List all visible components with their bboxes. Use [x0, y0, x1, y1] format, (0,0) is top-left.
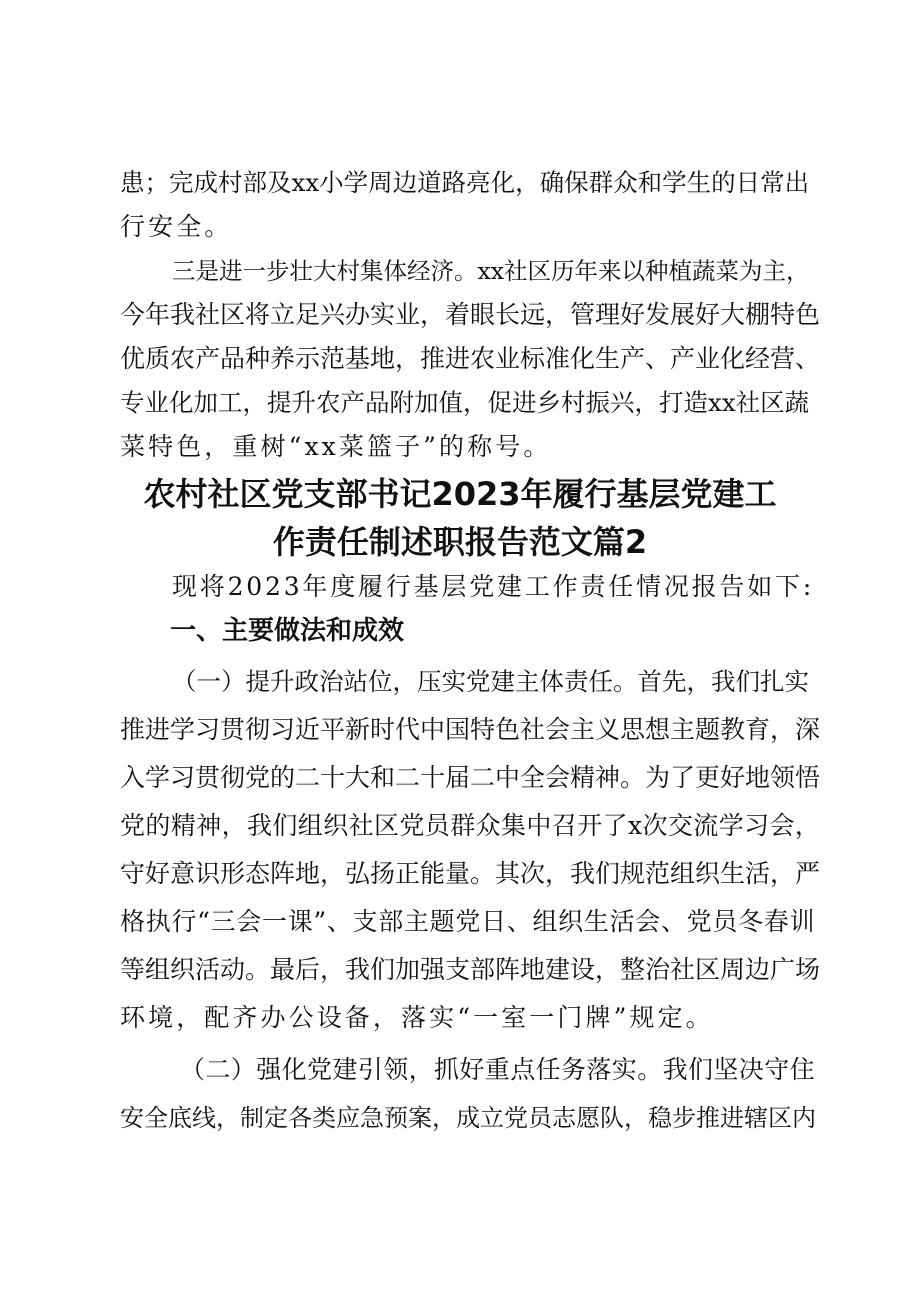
- text-line: 守好意识形态阵地，弘扬正能量。其次，我们规范组织生活，严: [120, 859, 821, 888]
- text-line: 环境，配齐办公设备，落实“一室一门牌”规定。: [120, 1003, 714, 1032]
- text-line: 患；完成村部及xx小学周边道路亮化，确保群众和学生的日常出: [120, 168, 810, 197]
- section-heading: 一、主要做法和成效: [170, 616, 405, 646]
- text-line: 等组织活动。最后，我们加强支部阵地建设，整治社区周边广场: [120, 955, 821, 984]
- text-line: 推进学习贯彻习近平新时代中国特色社会主义思想主题教育，深: [120, 715, 821, 744]
- text-line: 专业化加工，提升农产品附加值，促进乡村振兴，打造xx社区蔬: [120, 388, 810, 417]
- text-line: 行安全。: [120, 212, 233, 241]
- text-line: 格执行“三会一课”、支部主题党日、组织生活会、党员冬春训: [120, 907, 816, 936]
- text-line: 三是进一步壮大村集体经济。xx社区历年来以种植蔬菜为主，: [172, 257, 810, 285]
- article-title-line-1: 农村社区党支部书记2023年履行基层党建工: [143, 475, 777, 513]
- text-line: 菜特色，重树“xx菜篮子”的称号。: [120, 432, 552, 461]
- text-line: （二）强化党建引领，抓好重点任务落实。我们坚决守住: [180, 1055, 816, 1084]
- intro-text: 现将2023年度履行基层党建工作责任情况报告如下:: [172, 572, 815, 601]
- text-line: 入学习贯彻党的二十大和二十届二中全会精神。为了更好地领悟: [120, 763, 821, 792]
- article-title-line-2: 作责任制述职报告范文篇2: [272, 523, 648, 561]
- text-line: 优质农产品种养示范基地，推进农业标准化生产、产业化经营、: [120, 344, 821, 373]
- text-line: （一）提升政治站位，压实党建主体责任。首先，我们扎实: [172, 667, 809, 696]
- text-line: 安全底线，制定各类应急预案，成立党员志愿队，稳步推进辖区内: [120, 1104, 816, 1132]
- text-line: 党的精神，我们组织社区党员群众集中召开了x次交流学习会，: [120, 811, 821, 840]
- text-line: 今年我社区将立足兴办实业，着眼长远，管理好发展好大棚特色: [120, 300, 821, 329]
